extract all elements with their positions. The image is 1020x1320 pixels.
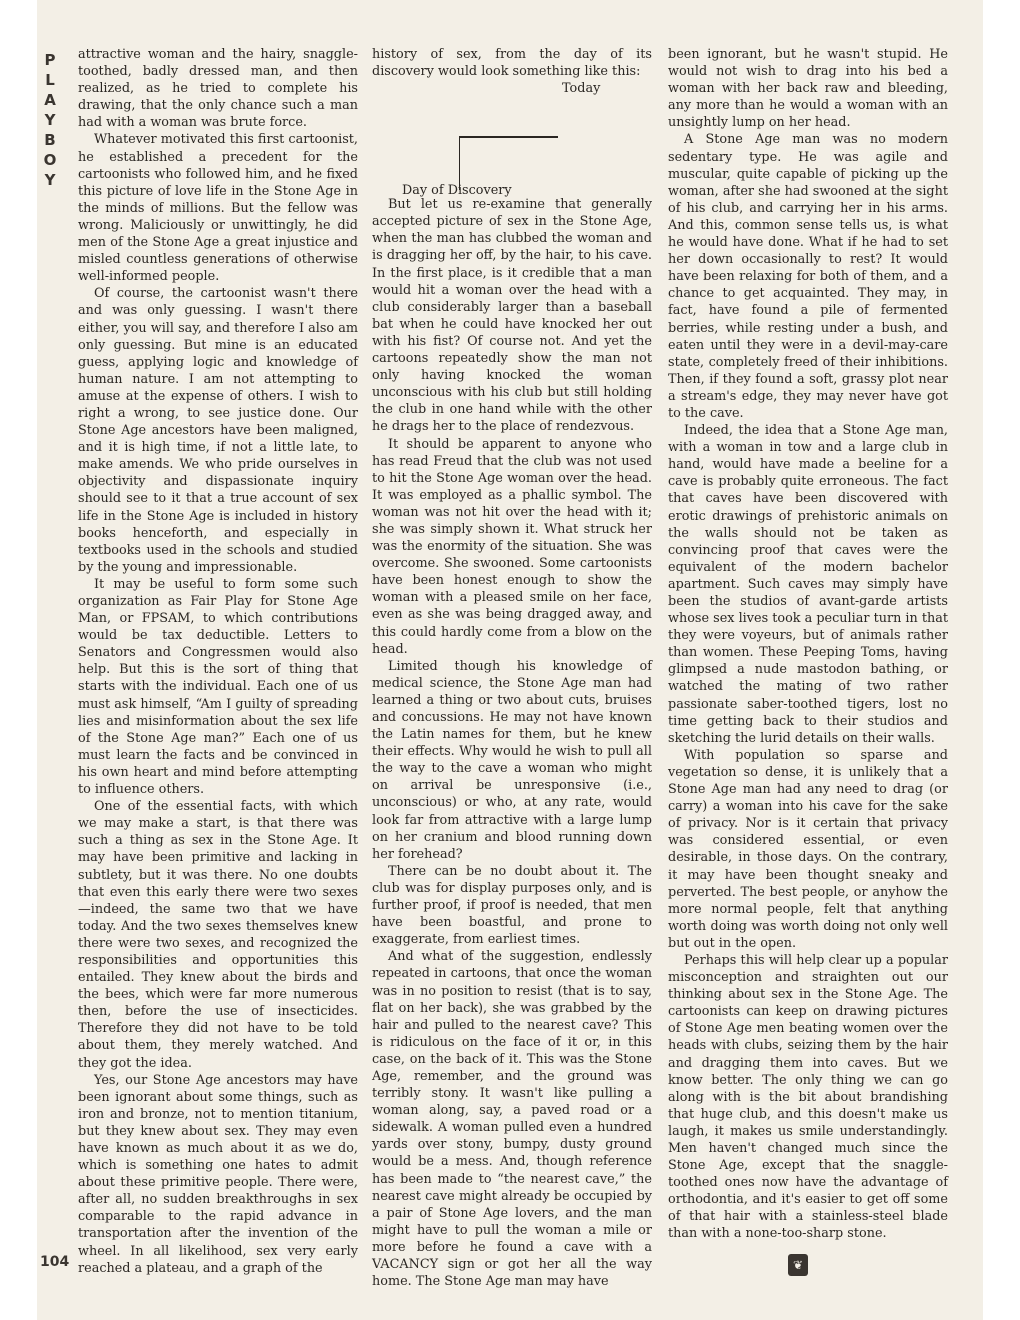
graph-plateau-line: [460, 136, 558, 137]
text-column-3: [668, 46, 948, 1243]
graph-discovery-label: Day of Discovery: [402, 183, 512, 199]
graph-today-label: Today: [562, 81, 601, 97]
paragraph: Of course, the cartoonist wasn't there and was only guessing. I wasn't there either, you will say, and therefore I also am only guessing. But mine is an educated guess, applying logic and knowledge of human nature. I am not attempting to amuse at the expense of others. I wish to right a wrong, to see justice done. Our Stone Age ancestors have been maligned, and it is high time, if not a little late, to make amends. We who pride ourselves in objectivity and dispassionate inquiry should see to it that a true account of sex life in the Stone Age is included in history books henceforth, and especially in textbooks used in the schools and studied by the young and impressionable.: [78, 286, 358, 575]
paragraph: With population so sparse and vegetation so dense, it is unlikely that a Stone Age man had any need to drag (or carry) a woman into his cave for the sake of privacy. Nor is it certain that privacy was considered essential, or even desirable, in those days. On the contrary, it may have been thought sneaky and perverted. The best people, or anyhow the more normal people, felt that anything worth doing was worth doing not only well but out in the open.: [668, 747, 948, 951]
page-number: 104: [40, 1254, 70, 1270]
masthead-letter: L: [45, 71, 55, 89]
paragraph: been ignorant, but he wasn't stupid. He would not wish to drag into his bed a woman with her back raw and bleeding, any more than he would a woman with an unsightly lump on her head.: [668, 47, 948, 131]
paragraph: There can be no doubt about it. The club was for display purposes only, and is further proof, if proof is needed, that men have been boastful, and prone to exaggerate, from earliest times.: [372, 863, 652, 948]
text-column-1: [78, 46, 358, 1277]
paragraph: It may be useful to form some such organization as Fair Play for Stone Age Man, or FPSAM, to which contributions would be tax deductible. Letters to Senators and Congressmen would also help. But this is the sort of thing that starts with the individual. Each one of us must ask himself, “Am I guilty of spreading lies and misinformation about the sex life of the Stone Age man?” Each one of us must learn the facts and be convinced in his own heart and mind before attempting to influence others.: [78, 576, 358, 798]
masthead-vertical: [40, 50, 60, 190]
paragraph: And what of the suggestion, endlessly repeated in cartoons, that once the woman was in no position to resist (that is to say, flat on her back), she was grabbed by the hair and pulled to the nearest cave? This is ridiculous on the face of it or, in this case, on the back of it. This was the Stone Age, remember, and the ground was terribly stony. It wasn't like pulling a woman along, say, a paved road or a sidewalk. A woman pulled even a hundred yards over stony, bumpy, dusty ground would be a mess. And, though reference has been made to “the nearest cave,” the nearest cave might already be occupied by a pair of Stone Age lovers, and the man might have to pull the woman a mile or more before he found a cave with a VACANCY sign or got her all the way home. The Stone Age man may have: [372, 949, 652, 1290]
column-2-body: [372, 196, 652, 1290]
paragraph: It should be apparent to anyone who has read Freud that the club was not used to hit the Stone Age woman over the head. It was employed as a phallic symbol. The woman was not hit over the head with it; she was simply shown it. What struck her was the enormity of the situation. She was overcome. She swooned. Some cartoonists have been honest enough to show the woman with a pleased smile on her face, even as she was being dragged away, and this could hardly come from a blow on the head.: [372, 436, 652, 657]
paragraph: Whatever motivated this first cartoonist, he established a precedent for the cartoonists who followed him, and he fixed this picture of love life in the Stone Age in the minds of millions. But the fellow was wrong. Maliciously or unwittingly, he did men of the Stone Age a great injustice and misled countless generations of otherwise well-informed people.: [78, 132, 358, 285]
text-column-2: [372, 46, 652, 1290]
masthead-letter: Y: [44, 171, 56, 189]
paragraph: Indeed, the idea that a Stone Age man, with a woman in tow and a large club in hand, would have made a beeline for a cave is probably quite erroneous. The fact that caves have been discovered with erotic drawings of prehistoric animals on the walls should not be taken as convincing proof that caves were the equivalent of the modern bachelor apartment. Such caves may simply have been the studios of avant-garde artists whose sex lives took a peculiar turn in that they were voyeurs, but of animals rather than women. These Peeping Toms, having glimpsed a nude mastodon bathing, or watched the mating of two rather passionate saber-toothed tigers, lost no time getting back to their studios and sketching the lurid details on their walls.: [668, 423, 948, 746]
masthead-letter: P: [44, 51, 56, 69]
paragraph: Perhaps this will help clear up a popular misconception and straighten out our thinking about sex in the Stone Age. The cartoonists can keep on drawing pictures of Stone Age men beating women over the heads with clubs, seizing them by the hair and dragging them into caves. But we know better. The only thing we can go along with is the bit about brandishing that huge club, and this doesn't make us laugh, it makes us smile understandingly. Men haven't changed much since the Stone Age, except that the snaggle-toothed ones now have the advantage of orthodontia, and it's easier to get off some of that hair with a stainless-steel blade than with a none-too-sharp stone.: [668, 952, 948, 1242]
paragraph: Yes, our Stone Age ancestors may have been ignorant about some things, such as iron and bronze, not to mention titanium, but they knew about sex. They may even have known as much about it as we do, which is something one hates to admit about these primitive people. There were, after all, no sudden breakthroughs in sex comparable to the rapid advance in transportation after the invention of the wheel. In all likelihood, sex very early reached a plateau, and a graph of the: [78, 1072, 358, 1276]
paragraph: But let us re-examine that generally accepted picture of sex in the Stone Age, when the man has clubbed the woman and is dragging her off, by the hair, to his cave. In the first place, is it credible that a man would hit a woman over the head with a club considerably larger than a baseball bat when he could have knocked her out with his fist? Of course not. And yet the cartoons repeatedly show the man not only having knocked the woman unconscious with his club but still holding the club in one hand while with the other he drags her to the place of rendezvous.: [372, 197, 652, 435]
masthead-letter: Y: [44, 111, 56, 129]
masthead-letter: A: [44, 91, 56, 109]
paragraph: One of the essential facts, with which we may make a start, is that there was such a thing as sex in the Stone Age. It may have been primitive and lacking in subtlety, but it was there. No one doubts that even this early there were two sexes —indeed, the same two that we have today. And the two sexes themselves knew there were two sexes, and recognized the responsibilities and opportunities this entailed. They knew about the birds and the bees, which were far more numerous then, before the use of insecticides. Therefore they did not have to be told about them, they merely watched. And they got the idea.: [78, 799, 358, 1071]
column-2-intro: history of sex, from the day of its discovery would look something like this:: [372, 47, 652, 80]
end-mark-icon: ❦: [788, 1254, 808, 1276]
paragraph: attractive woman and the hairy, snaggle-toothed, badly dressed man, and then realized, as he tried to complete his drawing, that the only chance such a man had with a woman was brute force.: [78, 47, 358, 131]
masthead-letter: O: [43, 151, 57, 169]
sex-history-graph: [372, 80, 652, 199]
paragraph: A Stone Age man was no modern sedentary type. He was agile and muscular, quite capable of picking up the woman, after she had swooned at the sight of his club, and carrying her in his arms. And this, common sense tells us, is what he would have done. What if he had to set her down occasionally to rest? It would have been relaxing for both of them, and a chance to get acquainted. They may, in fact, have found a pile of fermented berries, while resting under a bush, and eaten until they were in a devil-may-care state, completely freed of their inhibitions. Then, if they found a soft, grassy plot near a stream's edge, they may never have got to the cave.: [668, 132, 948, 421]
paragraph: Limited though his knowledge of medical science, the Stone Age man had learned a thing or two about cuts, bruises and concussions. He may not have known the Latin names for them, but he knew their effects. Why would he wish to pull all the way to the cave a woman who might on arrival be unresponsive (i.e., unconscious) or who, at any rate, would look far from attractive with a large lump on her cranium and blood running down her forehead?: [372, 658, 652, 862]
masthead-letter: B: [44, 131, 56, 149]
